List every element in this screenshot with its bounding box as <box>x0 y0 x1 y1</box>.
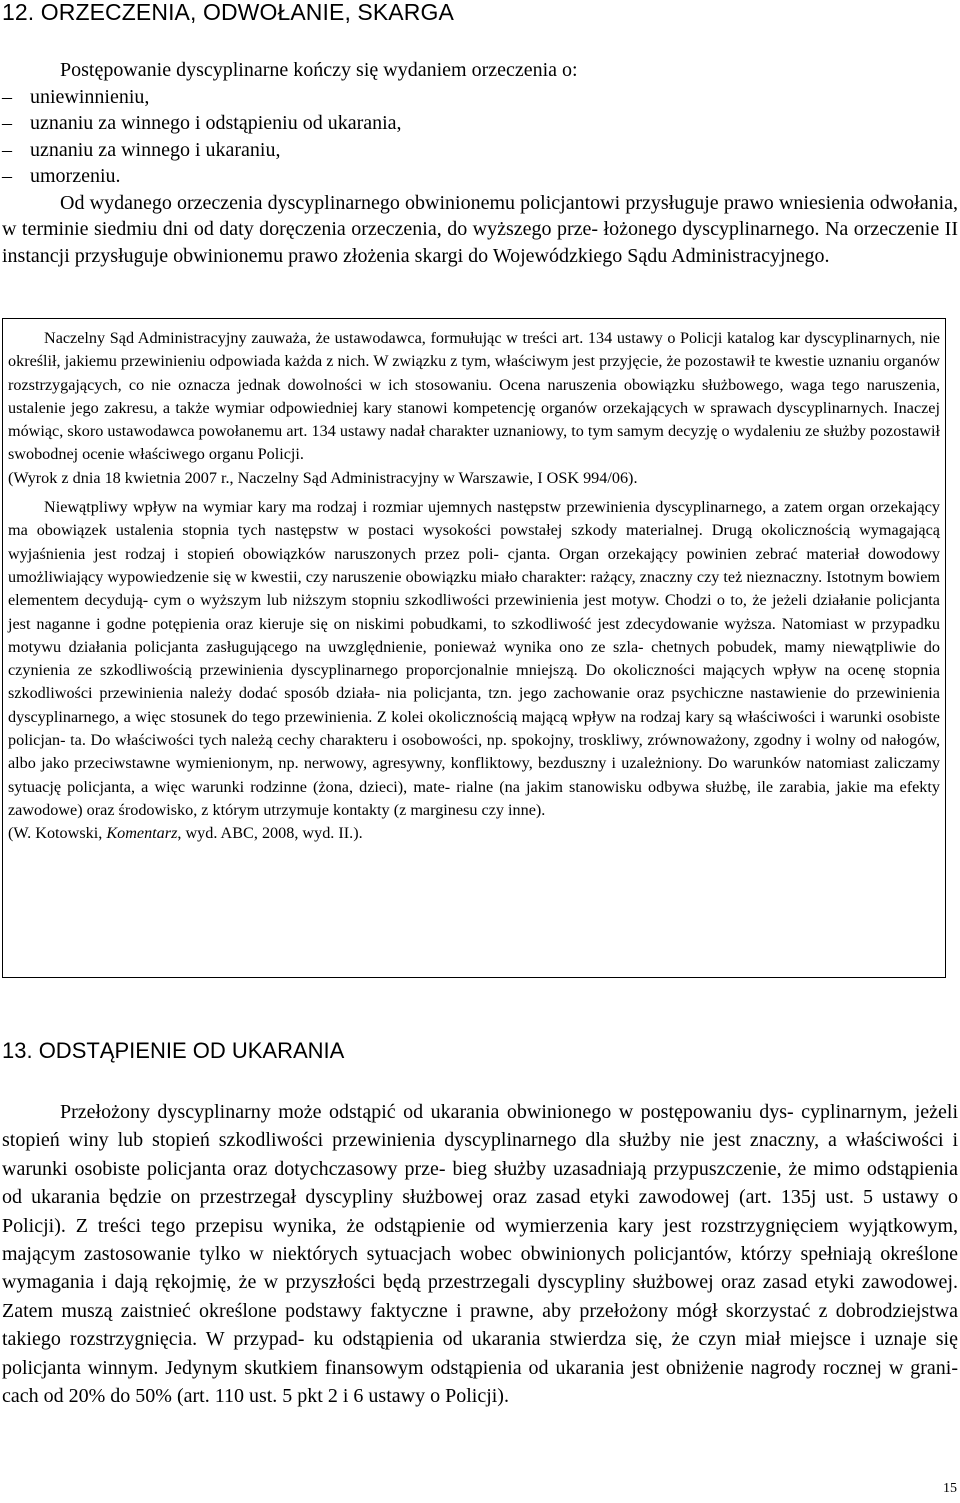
outcome-text: uniewinnieniu, <box>30 85 150 108</box>
section-12-heading: 12. ORZECZENIA, ODWOŁANIE, SKARGA <box>2 0 454 25</box>
dash-bullet: – <box>2 165 12 187</box>
dash-bullet: – <box>2 138 12 161</box>
dash-bullet: – <box>2 85 12 108</box>
commentary-source <box>8 822 940 845</box>
outcome-text: uznaniu za winnego i odstąpieniu od ukarania, <box>30 112 402 134</box>
section-12-body <box>2 57 958 269</box>
appeal-paragraph: Od wydanego orzeczenia dyscyplinarnego obwinionemu policjantowi przysługuje prawo wniesienia odwołania, w terminie siedmiu dni od daty doręczenia orzeczenia, do wyższego prze- łożonego dyscyplinarnego. Na orzeczenie II instancji przysługuje obwinionemu prawo złożenia skargi do Wojewódzkiego Sądu Administracyjnego. <box>2 191 958 267</box>
case-law-box <box>2 318 946 978</box>
outcomes-list <box>2 84 958 190</box>
outcomes-lead: Postępowanie dyscyplinarne kończy się wydaniem orzeczenia o: <box>60 59 578 81</box>
court-ruling-quote: Naczelny Sąd Administracyjny zauważa, że ustawodawca, formułując w treści art. 134 ustawy o Policji katalog kar dyscyplinarnych, nie określił, jakiemu przewinieniu odpowiada każda z nich. W związku z tym, właściwym jest przyjęcie, że pozostawił te kwestie uznaniu organów rozstrzygających, co nie oznacza jednak dowolności w ich stosowaniu. Ocena naruszenia obowiązku służbowego, waga tego naruszenia, ustalenie jego zakresu, a także wymiar odpowiedniej kary stanowi kompetencję organów orzekających w sprawach dyscyplinarnych. Inaczej mówiąc, skoro ustawodawca powołanemu art. 134 ustawy nadał charakter uznaniowy, to tym samym decyzję o wydaleniu ze służby pozostawił swobodnej ocenie właściwego organu Policji. <box>8 329 940 464</box>
dash-bullet: – <box>2 112 12 134</box>
list-item <box>2 110 958 137</box>
list-item <box>2 137 958 164</box>
source-prefix: (W. Kotowski, <box>8 824 107 843</box>
section-13-paragraph: Przełożony dyscyplinarny może odstąpić od ukarania obwinionego w postępowaniu dys- cyplinarnym, jeżeli stopień winy lub stopień szkodliwości przewinienia dyscyplinarnego dla służby nie jest znaczny, a właściwości i warunki osobiste policjanta oraz dotychczasowy prze- bieg służby uzasadniają przypuszczenie, że mimo odstąpienia od ukarania będzie on przestrzegał dyscypliny służbowej oraz zasad etyki zawodowej (art. 135j ust. 5 ustawy o Policji). Z treści tego przepisu wynika, że odstąpienie od wymierzenia kary jest rozstrzygnięciem wyjątkowym, mającym zastosowanie tylko w niektórych sytuacjach wobec obwinionych policjantów, którzy spełniają określone wymagania i dają rękojmię, że w przyszłości będą przestrzegali dyscypliny służbowej oraz zasad etyki zawodowej. Zatem muszą zaistnieć określone podstawy faktyczne i prawne, aby przełożony mógł skorzystać z dobrodziejstwa takiego rozstrzygnięcia. W przypad- ku odstąpienia od ukarania stwierdza się, że czyn miał miejsce i uznaje się policjanta winnym. Jedynym skutkiem finansowym odstąpienia od ukarania jest obniżenie nagrody rocznej w grani- cach od 20% do 50% (art. 110 ust. 5 pkt 2 i 6 ustawy o Policji). <box>2 1101 958 1408</box>
page-number: 15 <box>943 1481 957 1496</box>
outcome-text: uznaniu za winnego i ukaraniu, <box>30 138 281 161</box>
outcome-text: umorzeniu. <box>30 165 121 187</box>
source-suffix: , wyd. ABC, 2008, wyd. II.). <box>177 824 363 843</box>
section-13-body <box>2 1098 958 1410</box>
list-item <box>2 163 958 190</box>
section-13-heading: 13. ODSTĄPIENIE OD UKARANIA <box>2 1038 345 1063</box>
commentary-quote: Niewątpliwy wpływ na wymiar kary ma rodzaj i rozmiar ujemnych następstw przewinienia dyscyplinarnego, a zatem organ orzekający ma obowiązek ustalenia stopnia tych następstw w postaci wysokości powstałej szkody materialnej. Drugą okolicznością wymagającą wyjaśnienia jest rodzaj i stopień obowiązków naruszonych przez poli- cjanta. Organ orzekający powinien zebrać materiał dowodowy umożliwiający wypowiedzenie się w kwestii, czy naruszenie obowiązku miało charakter: rażący, znaczny czy też nieznaczny. Istotnym bowiem elementem decydują- cym o wyższym lub niższym stopniu szkodliwości przewinienia jest motyw. Chodzi o to, że jeżeli działanie policjanta jest naganne i godne potępienia oraz kieruje się on niskimi pobudkami, to szkodliwość jest zdecydowanie wyższa. Natomiast w przypadku motywu działania policjanta zasługującego na uwzględnienie, ponieważ wynika ono ze szla- chetnych pobudek, mamy niewątpliwie do czynienia ze szkodliwością przewinienia dyscyplinarnego proporcjonalnie mniejszą. Do okoliczności mających wpływ na ocenę stopnia szkodliwości przewinienia należy dodać sposób działa- nia policjanta, tzn. jego zachowanie oraz psychiczne nastawienie do przewinienia dyscyplinarnego, a więc stosunek do tego przewinienia. Z kolei okolicznością mającą wpływ na rodzaj kary są właściwości i warunki osobiste policjan- ta. Do właściwości tych należą cechy charakteru i osobowości, np. spokojny, troskliwy, zrównoważony, zgodny i wolny od nałogów, albo jako przeciwstawne wymienionym, np. nerwowy, agresywny, konfliktowy, bezduszny i uzależniony. Do warunków natomiast zaliczamy sytuację policjanta, a więc warunki rodzinne (żona, dzieci), mate- rialne (na jakim stanowisku odbywa służbę, ile zarabia, jakie ma efekty zawodowe) oraz środowisko, z którym utrzymuje kontakty (z marginesu czy inne). <box>8 498 940 819</box>
list-item <box>2 84 958 111</box>
source-title: Komentarz <box>106 824 178 843</box>
court-ruling-source: (Wyrok z dnia 18 kwietnia 2007 r., Naczelny Sąd Administracyjny w Warszawie, I OSK 994/06). <box>8 468 638 487</box>
